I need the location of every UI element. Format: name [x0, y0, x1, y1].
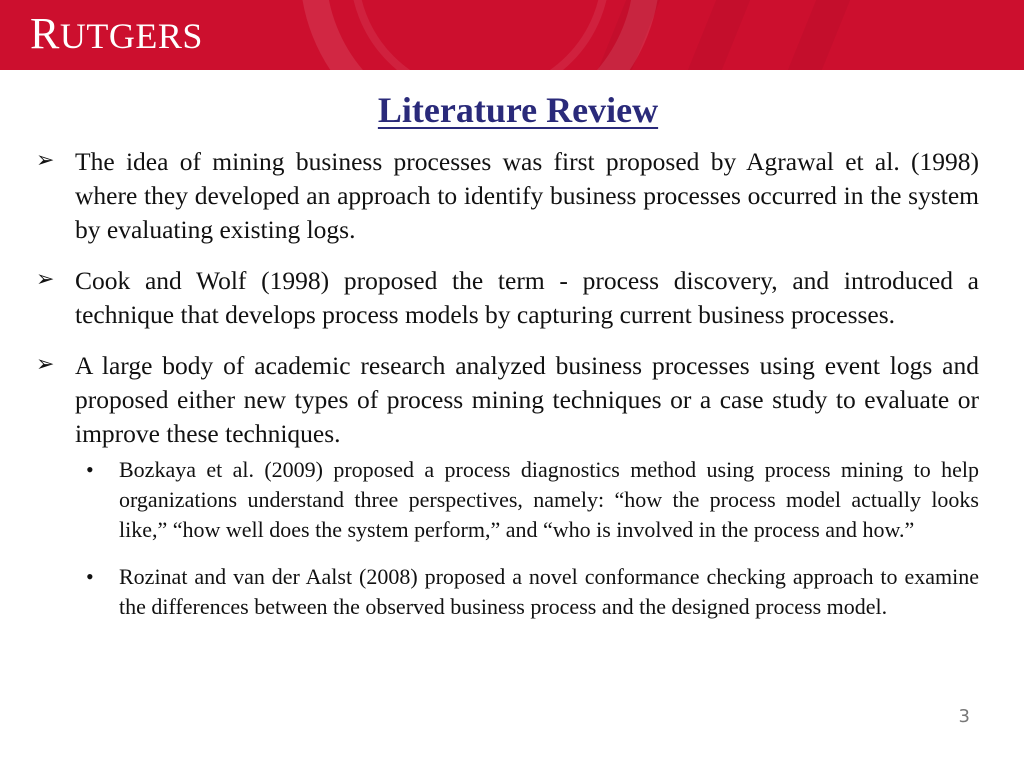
sub-bullet-item [86, 562, 979, 622]
bullet-text: A large body of academic research analyzed business processes using event logs and proposed either new types of process mining techniques or a case study to evaluate or improve these techniques. [75, 351, 979, 448]
dot-bullet-icon: • [86, 564, 94, 589]
logo-rest: UTGERS [59, 16, 203, 56]
slide-title: Literature Review [377, 90, 659, 130]
seal-watermark-inner [350, 0, 610, 70]
slide-content [36, 145, 979, 639]
logo-cap: R [30, 9, 60, 58]
header-banner [0, 0, 1024, 70]
sub-bullet-text: Bozkaya et al. (2009) proposed a process diagnostics method using process mining to help organizations understand three perspectives, namely: “how the process model actually looks like,” “how well does the system perform,” and “who is involved in the process and how.” [119, 457, 979, 542]
arrow-bullet-icon: ➢ [36, 266, 55, 291]
bullet-text: The idea of mining business processes was first proposed by Agrawal et al. (1998) where they developed an approach to identify business processes occurred in the system by evaluating existing logs. [75, 147, 979, 244]
rutgers-logo [30, 9, 203, 58]
sub-bullet-list [36, 455, 979, 622]
banner-texture [776, 0, 858, 70]
arrow-bullet-icon: ➢ [36, 147, 55, 172]
page-number: 3 [958, 706, 970, 727]
sub-bullet-item [86, 455, 979, 545]
banner-texture [676, 0, 758, 70]
dot-bullet-icon: • [86, 457, 94, 482]
bullet-item [36, 264, 979, 332]
sub-bullet-text: Rozinat and van der Aalst (2008) proposed a novel conformance checking approach to examine the differences between the observed business process and the designed process model. [119, 564, 979, 619]
bullet-text: Cook and Wolf (1998) proposed the term - process discovery, and introduced a technique that develops process models by capturing current business processes. [75, 266, 979, 329]
bullet-item [36, 145, 979, 247]
arrow-bullet-icon: ➢ [36, 351, 55, 376]
bullet-item [36, 349, 979, 451]
